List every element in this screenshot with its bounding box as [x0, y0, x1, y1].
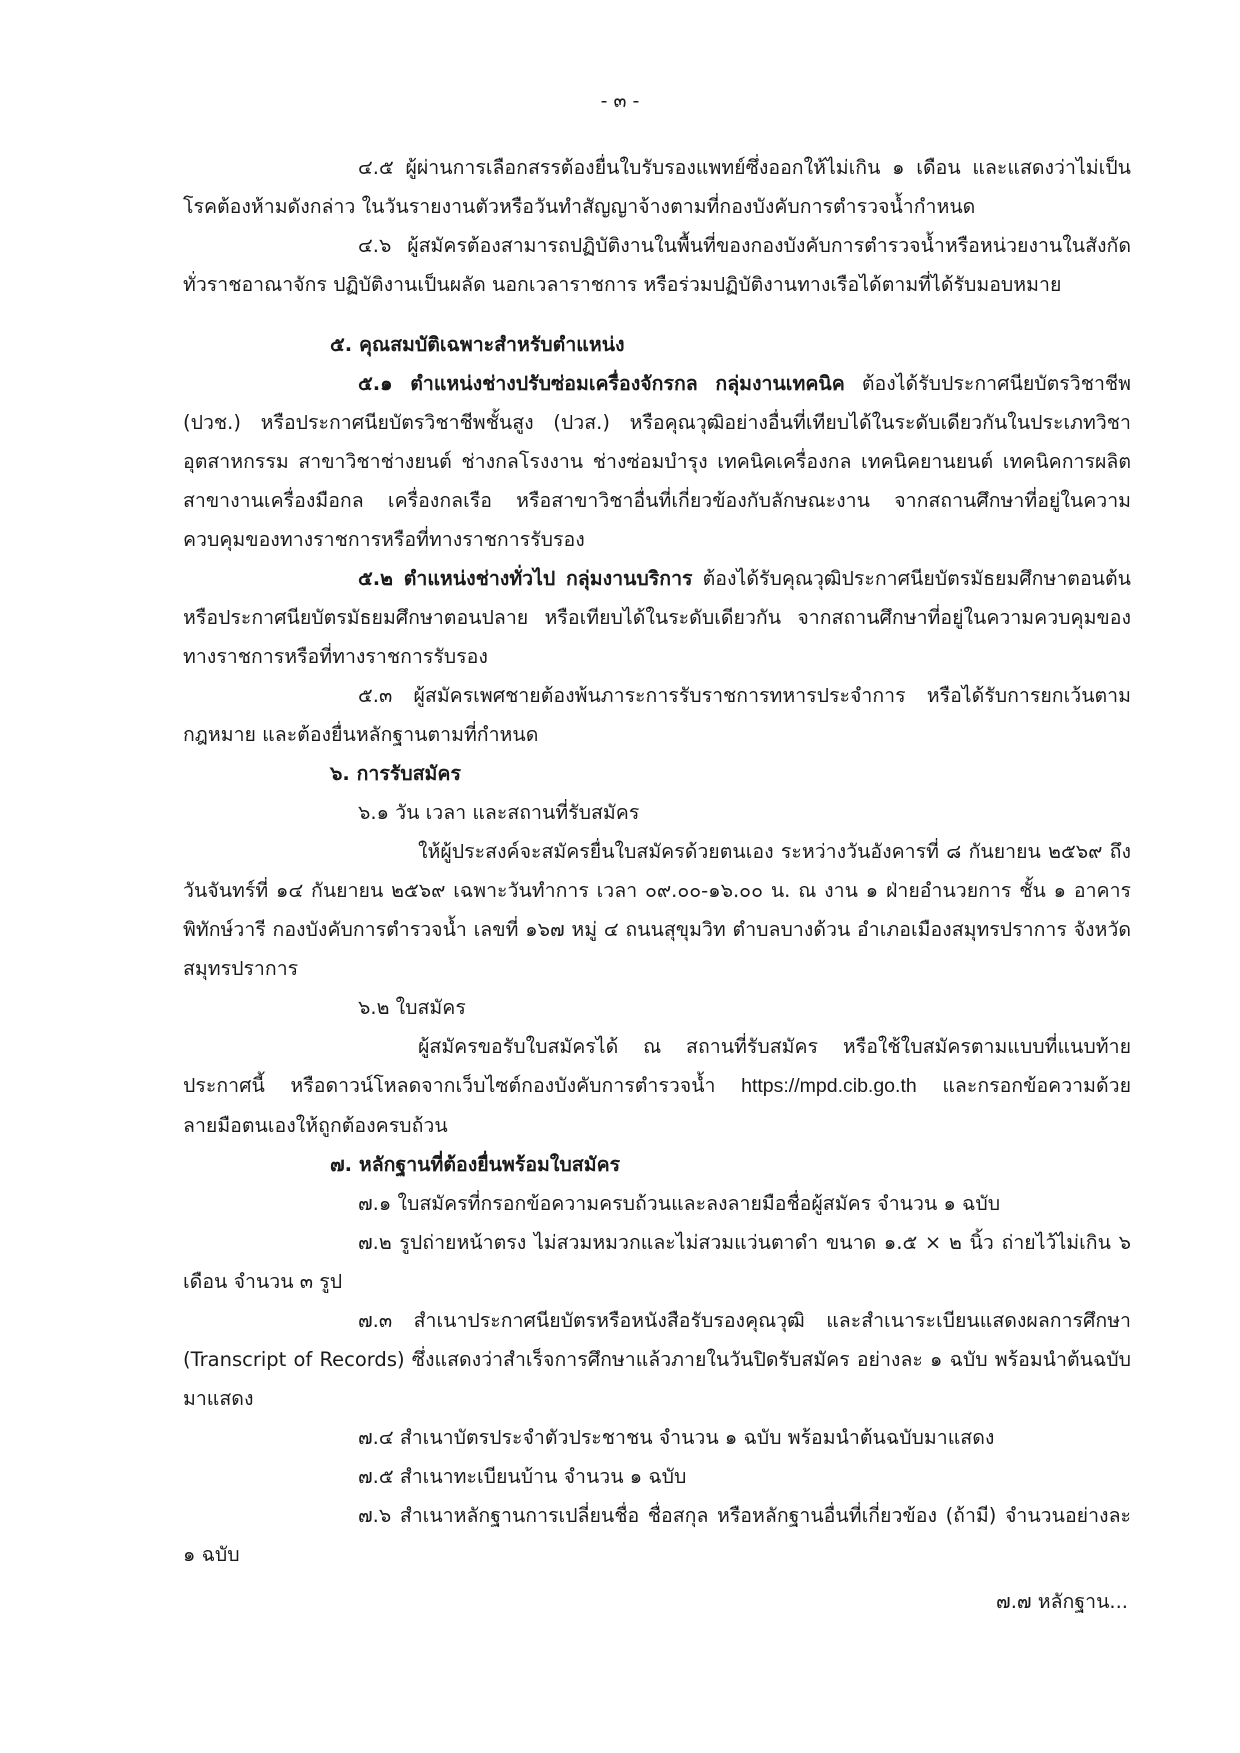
paragraph-4-5: ๔.๕ ผู้ผ่านการเลือกสรรต้องยื่นใบรับรองแพทย์ซึ่งออกให้ไม่เกิน ๑ เดือน และแสดงว่าไม่เป็นโรคต้องห้ามดังกล่าว ในวันรายงานตัวหรือวันทำสัญญาจ้างตามที่กองบังคับการตำรวจน้ำกำหนด: [183, 156, 1131, 218]
paragraph-7-5: ๗.๕ สำเนาทะเบียนบ้าน จำนวน ๑ ฉบับ: [358, 1465, 687, 1488]
heading-section-5: ๕. คุณสมบัติเฉพาะสำหรับตำแหน่ง: [330, 333, 625, 356]
page-number: - ๓ -: [600, 90, 640, 112]
paragraph-7-3: ๗.๓ สำเนาประกาศนียบัตรหรือหนังสือรับรองคุณวุฒิ และสำเนาระเบียนแสดงผลการศึกษา (Transcript of Records) ซึ่งแสดงว่าสำเร็จการศึกษาแล้วภายในวันปิดรับสมัคร อย่างละ ๑ ฉบับ พร้อมนำต้นฉบับมาแสดง: [183, 1309, 1131, 1410]
paragraph-5-3: ๕.๓ ผู้สมัครเพศชายต้องพ้นภาระการรับราชการทหารประจำการ หรือได้รับการยกเว้นตามกฎหมาย และต้องยื่นหลักฐานตามที่กำหนด: [183, 684, 1131, 746]
paragraph-5-2-text: ต้องได้รับคุณวุฒิประกาศนียบัตรมัธยมศึกษาตอนต้น หรือประกาศนียบัตรมัธยมศึกษาตอนปลาย หรือเทียบได้ในระดับเดียวกัน จากสถานศึกษาที่อยู่ในความควบคุมของทางราชการหรือที่ทางราชการรับรอง: [183, 567, 1131, 668]
heading-section-6: ๖. การรับสมัคร: [330, 762, 461, 785]
website-url: https://mpd.cib.go.th: [741, 1075, 917, 1097]
paragraph-6-2-text-a: ผู้สมัครขอรับใบสมัครได้ ณ สถานที่รับสมัคร หรือใช้ใบสมัครตามแบบที่แนบท้ายประกาศนี้ หรือดาวน์โหลดจากเว็บไซต์กองบังคับการตำรวจน้ำ: [183, 1035, 1131, 1097]
paragraph-7-2: ๗.๒ รูปถ่ายหน้าตรง ไม่สวมหมวกและไม่สวมแว่นตาดำ ขนาด ๑.๕ × ๒ นิ้ว ถ่ายไว้ไม่เกิน ๖ เดือน จำนวน ๓ รูป: [183, 1231, 1131, 1293]
paragraph-6-2: [183, 1027, 1131, 1145]
paragraph-5-1-title: ๕.๑ ตำแหน่งช่างปรับซ่อมเครื่องจักรกล กลุ่มงานเทคนิค: [358, 372, 845, 395]
paragraph-7-4: ๗.๔ สำเนาบัตรประจำตัวประชาชน จำนวน ๑ ฉบับ พร้อมนำต้นฉบับมาแสดง: [358, 1426, 995, 1449]
paragraph-5-2: [183, 559, 1131, 676]
document-body: [183, 148, 1131, 1574]
paragraph-5-2-title: ๕.๒ ตำแหน่งช่างทั่วไป กลุ่มงานบริการ: [358, 567, 693, 590]
paragraph-5-1-text: ต้องได้รับประกาศนียบัตรวิชาชีพ (ปวช.) หรือประกาศนียบัตรวิชาชีพชั้นสูง (ปวส.) หรือคุณวุฒิอย่างอื่นที่เทียบได้ในระดับเดียวกันในประเภทวิชาอุตสาหกรรม สาขาวิชาช่างยนต์ ช่างกลโรงงาน ช่างซ่อมบำรุง เทคนิคเครื่องกล เทคนิคยานยนต์ เทคนิคการผลิต สาขางานเครื่องมือกล เครื่องกลเรือ หรือสาขาวิชาอื่นที่เกี่ยวข้องกับลักษณะงาน จากสถานศึกษาที่อยู่ในความควบคุมของทางราชการหรือที่ทางราชการรับรอง: [183, 372, 1131, 551]
paragraph-6-2-text-b: และกรอกข้อความด้วยลายมือตนเองให้ถูกต้องครบถ้วน: [183, 1074, 1131, 1137]
paragraph-6-1: ให้ผู้ประสงค์จะสมัครยื่นใบสมัครด้วยตนเอง ระหว่างวันอังคารที่ ๘ กันยายน ๒๕๖๙ ถึงวันจันทร์ที่ ๑๔ กันยายน ๒๕๖๙ เฉพาะวันทำการ เวลา ๐๙.๐๐-๑๖.๐๐ น. ณ งาน ๑ ฝ่ายอำนวยการ ชั้น ๑ อาคารพิทักษ์วารี กองบังคับการตำรวจน้ำ เลขที่ ๑๖๗ หมู่ ๔ ถนนสุขุมวิท ตำบลบางด้วน อำเภอเมืองสมุทรปราการ จังหวัดสมุทรปราการ: [183, 840, 1131, 980]
heading-section-7: ๗. หลักฐานที่ต้องยื่นพร้อมใบสมัคร: [330, 1153, 621, 1176]
subheading-6-1: ๖.๑ วัน เวลา และสถานที่รับสมัคร: [358, 801, 640, 824]
paragraph-7-1: ๗.๑ ใบสมัครที่กรอกข้อความครบถ้วนและลงลายมือชื่อผู้สมัคร จำนวน ๑ ฉบับ: [358, 1192, 1001, 1215]
section-spacer: [183, 304, 1131, 325]
paragraph-5-1: [183, 364, 1131, 559]
continuation-reference: ๗.๗ หลักฐาน...: [996, 1590, 1128, 1613]
paragraph-7-6: ๗.๖ สำเนาหลักฐานการเปลี่ยนชื่อ ชื่อสกุล หรือหลักฐานอื่นที่เกี่ยวข้อง (ถ้ามี) จำนวนอย่างละ ๑ ฉบับ: [183, 1504, 1131, 1566]
paragraph-4-6: ๔.๖ ผู้สมัครต้องสามารถปฏิบัติงานในพื้นที่ของกองบังคับการตำรวจน้ำหรือหน่วยงานในสังกัดทั่วราชอาณาจักร ปฏิบัติงานเป็นผลัด นอกเวลาราชการ หรือร่วมปฏิบัติงานทางเรือได้ตามที่ได้รับมอบหมาย: [183, 234, 1131, 296]
subheading-6-2: ๖.๒ ใบสมัคร: [358, 996, 466, 1019]
